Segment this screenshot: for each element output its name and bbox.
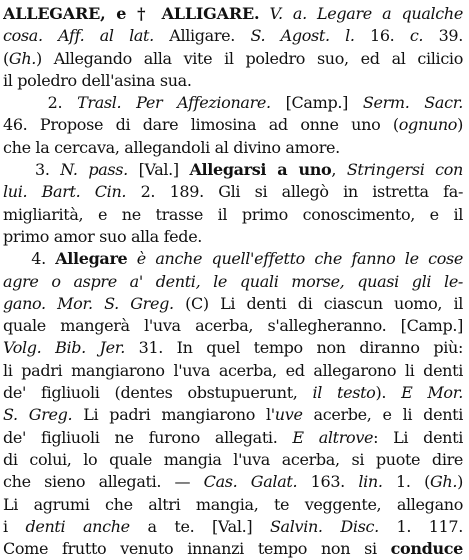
entry-line-10: migliarità, e ne trasse il primo conoscimento, e il <box>3 204 463 224</box>
entry-line-14: gano. Mor. S. Greg. (C) Li denti di ciascun uomo, il <box>3 293 463 313</box>
entry-line-18: de' figliuoli (dentes obstupuerunt, il testo). E Mor. <box>3 383 463 403</box>
entry-line-4: il poledro dell'asina sua. <box>3 70 192 90</box>
entry-line-11: primo amor suo alla fede. <box>3 226 203 246</box>
headword: ALLEGARE, e † ALLIGARE. <box>3 4 260 23</box>
entry-line-19: S. Greg. Li padri mangiarono l'uve acerbe, e li denti <box>3 405 463 425</box>
entry-line-1: ALLEGARE, e † ALLIGARE. V. a. Legare a qualche <box>3 4 463 23</box>
entry-line-21: di colui, lo quale mangia l'uva acerba, si puote dire <box>3 449 463 469</box>
entry-line-16: Volg. Bib. Jer. 31. In quel tempo non diranno più: <box>3 338 463 358</box>
entry-line-3: (Gh.) Allegando alla vite il poledro suo, ed al cilicio <box>3 48 463 68</box>
entry-line-8: 3. N. pass. [Val.] Allegarsi a uno, Stringersi con <box>3 160 463 180</box>
entry-line-25: Come frutto venuto innanzi tempo non si conduce <box>3 539 463 559</box>
entry-line-24: i denti anche a te. [Val.] Salvin. Disc. 1. 117. <box>3 516 463 536</box>
entry-line-22: che sieno allegati. — Cas. Galat. 163. lin. 1. (Gh.) <box>3 472 463 492</box>
entry-line-9: lui. Bart. Cin. 2. 189. Gli si allegò in istretta fa- <box>3 182 463 202</box>
entry-line-5: 2. Trasl. Per Affezionare. [Camp.] Serm. Sacr. <box>3 93 463 113</box>
entry-line-6: 46. Propose di dare limosina ad onne uno (ognuno) <box>3 115 463 135</box>
entry-line-7: che la cercava, allegandoli al divino amore. <box>3 137 340 157</box>
entry-line-17: li padri mangiarono l'uva acerba, ed allegarono li denti <box>3 360 463 380</box>
entry-line-23: Li agrumi che altri mangia, te veggente, allegano <box>3 494 463 514</box>
entry-line-13: agre o aspre a' denti, le quali morse, quasi gli le- <box>3 271 463 291</box>
entry-line-15: quale mangerà l'uva acerba, s'allegheranno. [Camp.] <box>3 316 463 336</box>
entry-line-12: 4. Allegare è anche quell'effetto che fanno le cose <box>3 249 463 269</box>
entry-line-2: cosa. Aff. al lat. Alligare. S. Agost. l. 16. c. 39. <box>3 26 463 46</box>
entry-line-20: de' figliuoli ne furono allegati. E altrove: Li denti <box>3 427 463 447</box>
